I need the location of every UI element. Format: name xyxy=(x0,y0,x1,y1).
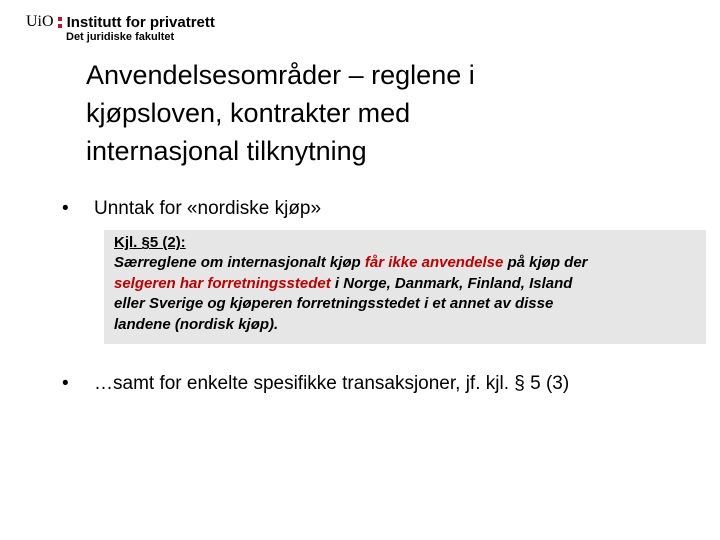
quote-heading: Kjl. §5 (2): xyxy=(114,234,186,251)
title-line-3: internasjonal tilknytning xyxy=(86,136,367,166)
faculty-name: Det juridiske fakultet xyxy=(66,31,175,43)
bullet-marker: • xyxy=(62,373,69,394)
quote-text-4: eller Sverige og kjøperen forretningsstedet i et annet av disse xyxy=(114,295,554,313)
quote-text-1: Særreglene om internasjonalt kjøp xyxy=(114,254,365,272)
logo-line-1 xyxy=(26,12,215,32)
title-line-2: kjøpsloven, kontrakter med xyxy=(86,98,411,128)
bullet-marker: • xyxy=(62,198,69,219)
quote-highlight-1: får ikke anvendelse xyxy=(364,254,504,272)
quote-text-2: på kjøp der xyxy=(503,254,588,272)
bullet-item-1 xyxy=(62,198,321,220)
law-quote-box xyxy=(104,230,706,344)
slide-title xyxy=(86,56,696,170)
uio-wordmark: UiO xyxy=(26,13,54,30)
bullet-text-1: Unntak for «nordiske kjøp» xyxy=(94,198,322,219)
quote-text-5: landene (nordisk kjøp). xyxy=(114,315,279,333)
title-line-1: Anvendelsesområder – reglene i xyxy=(86,60,475,90)
institution-logo xyxy=(26,12,215,43)
quote-text-3: i Norge, Danmark, Finland, Island xyxy=(330,274,573,292)
quote-highlight-2: selgeren har forretningsstedet xyxy=(114,274,331,292)
bullet-item-2 xyxy=(62,373,569,395)
bullet-text-2: …samt for enkelte spesifikke transaksjoner, jf. kjl. § 5 (3) xyxy=(94,373,570,394)
uio-colon-icon xyxy=(58,17,62,28)
institute-name: Institutt for privatrett xyxy=(66,13,215,31)
